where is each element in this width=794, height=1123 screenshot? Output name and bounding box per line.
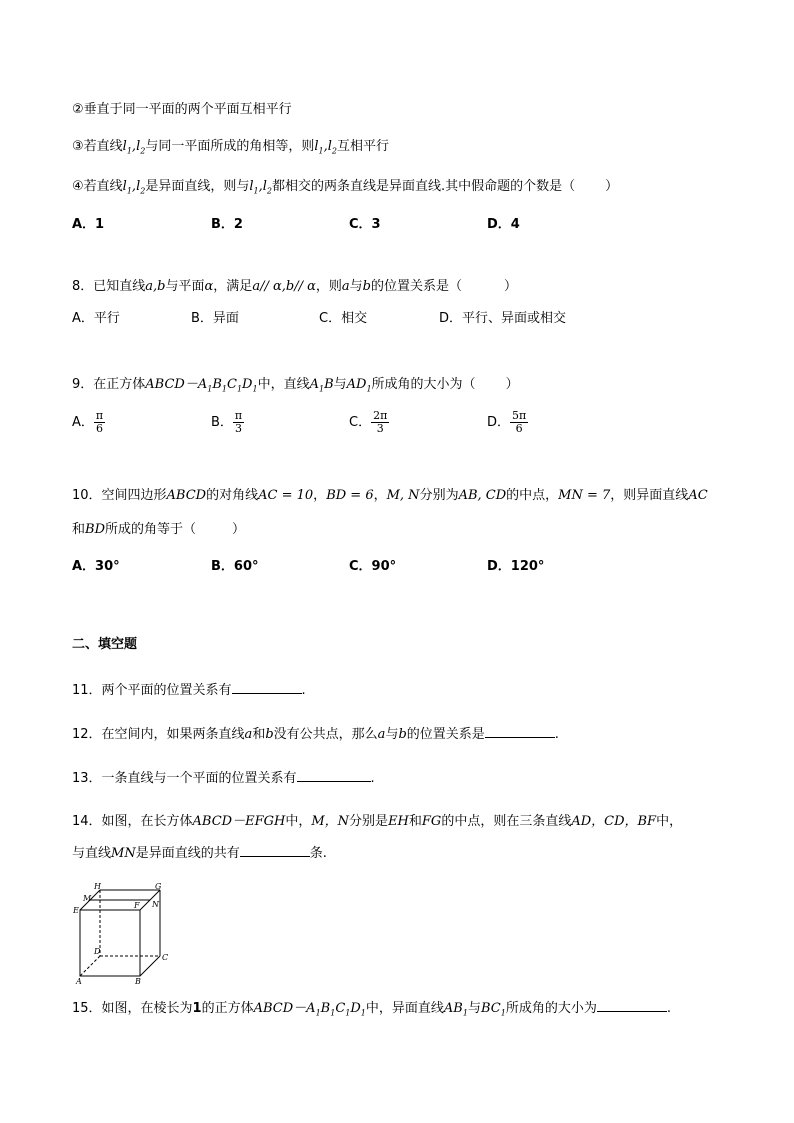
question-11: 11．两个平面的位置关系有 . xyxy=(72,680,306,700)
answer-blank[interactable] xyxy=(485,724,555,738)
question-10-line-2: 和BD所成的角等于（ ） xyxy=(72,522,246,537)
label-N: N xyxy=(152,900,159,909)
section-heading: 二、填空题 xyxy=(72,637,138,652)
statement-4: ④若直线$l_1,l_2$是异面直线，则与$l_1,l_2$都相交的两条直线是异面直线.其中假命题的个数是（ ） xyxy=(72,179,619,196)
q7-option-d: D．4 xyxy=(487,217,520,232)
q9-option-a: A． $\frac{\pi}{6}$ xyxy=(72,409,104,435)
q10-option-c: C．90° xyxy=(349,559,397,574)
question-15: 15．如图，在棱长为1的正方体$ABCD-A_1B_1C_1D_1$中，异面直线$AB_1$与$BC_1$所成角的大小为 . xyxy=(72,998,671,1023)
q7-option-a: A．1 xyxy=(72,217,105,232)
label-E: E xyxy=(73,906,79,915)
q9-option-d: D． $\frac{5\pi}{6}$ xyxy=(487,409,527,435)
question-14-line-1: 14．如图，在长方体ABCD－EFGH中，M，N分别是EH和FG的中点，则在三条直线AD，CD，BF中， xyxy=(72,814,683,829)
q10-option-b: B．60° xyxy=(211,559,259,574)
q8-option-a: A．平行 xyxy=(72,311,120,326)
label-D: D xyxy=(94,947,101,956)
statement-2: ②垂直于同一平面的两个平面互相平行 xyxy=(72,102,292,117)
label-A: A xyxy=(76,977,82,986)
answer-blank[interactable] xyxy=(297,768,371,782)
q8-option-d: D．平行、异面或相交 xyxy=(439,311,567,326)
answer-blank[interactable] xyxy=(232,680,302,694)
question-8: 8．已知直线a,b与平面α，满足a// α,b// α，则a与b的位置关系是（ ） xyxy=(72,279,518,294)
q8-option-c: C．相交 xyxy=(319,311,368,326)
answer-blank[interactable] xyxy=(597,998,667,1012)
question-9: 9．在正方体$ABCD-A_1B_1C_1D_1$中，直线$A_1B$与$AD_1$所成角的大小为（ ） xyxy=(72,377,519,394)
question-14-line-2: 与直线MN是异面直线的共有 条. xyxy=(72,843,327,863)
q10-option-a: A．30° xyxy=(72,559,120,574)
cuboid-figure xyxy=(72,880,182,990)
label-G: G xyxy=(155,882,162,891)
q7-option-c: C．3 xyxy=(349,217,381,232)
q9-option-c: C． $\frac{2\pi}{3}$ xyxy=(349,409,388,435)
label-M: M xyxy=(83,894,92,903)
label-B: B xyxy=(135,977,141,986)
statement-3: ③若直线$l_1,l_2$与同一平面所成的角相等，则$l_1,l_2$互相平行 xyxy=(72,139,390,156)
question-13: 13．一条直线与一个平面的位置关系有 . xyxy=(72,768,375,788)
answer-blank[interactable] xyxy=(240,843,310,857)
label-F: F xyxy=(134,901,140,910)
q10-option-d: D．120° xyxy=(487,559,545,574)
question-12: 12．在空间内，如果两条直线a和b没有公共点，那么a与b的位置关系是 . xyxy=(72,724,559,744)
q7-option-b: B．2 xyxy=(211,217,243,232)
label-C: C xyxy=(162,953,169,962)
question-10-line-1: 10．空间四边形ABCD的对角线AC = 10，BD = 6，M, N分别为AB, CD的中点，MN = 7，则异面直线AC xyxy=(72,488,708,503)
label-H: H xyxy=(94,882,101,891)
q8-option-b: B．异面 xyxy=(191,311,239,326)
q9-option-b: B． $\frac{\pi}{3}$ xyxy=(211,409,243,435)
